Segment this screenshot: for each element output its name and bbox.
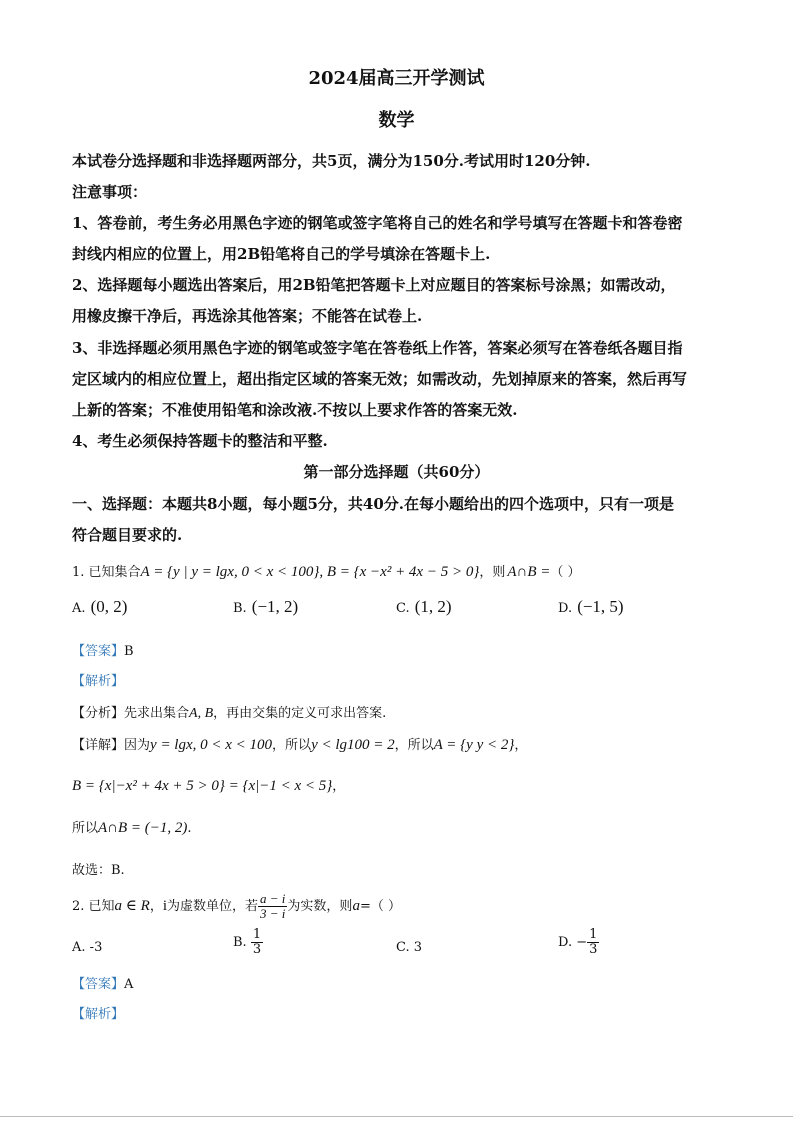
set-b-math: B = {x|−x² + 4x + 5 > 0} = {x|−1 < x < 5} [72, 778, 333, 794]
option-label: C. [396, 940, 410, 955]
fraction-numerator: 1 [589, 927, 598, 942]
option-fraction [251, 928, 263, 957]
analysis-tag: 【解析】 [72, 1007, 125, 1022]
option-fraction [587, 928, 599, 957]
notice-heading: 注意事项： [72, 183, 148, 201]
question-2-math: a ∈ R [114, 898, 150, 914]
option-label: A. [72, 940, 86, 955]
fraction-numerator: 1 [252, 927, 262, 942]
question-1 [72, 561, 581, 581]
choose-line: 故选：B. [72, 863, 125, 878]
option-label: B. [233, 601, 247, 616]
option-a [72, 597, 127, 617]
detail-text: ，所以 [394, 738, 434, 753]
fenxi-tag: 【分析】 [72, 706, 125, 721]
q2-option-d [558, 928, 599, 957]
option-sign: − [576, 935, 588, 950]
page-bottom-divider [0, 1116, 793, 1117]
set-b-tail: ， [332, 779, 346, 794]
option-value: -3 [89, 940, 103, 955]
option-c [396, 597, 452, 617]
fraction-denominator: 3 − i [260, 906, 286, 921]
option-label: D. [558, 935, 573, 950]
option-d [558, 597, 624, 617]
answer-tag: 【答案】 [72, 644, 125, 659]
question-1-sets: A = {y | y = lgx, 0 < x < 100}, B = {x −x² + 4x − 5 > 0} [140, 564, 480, 580]
section-heading: 符合题目要求的. [72, 526, 183, 544]
detail-math: y < lg100 = 2 [311, 737, 395, 753]
fraction-denominator: 3 [589, 942, 598, 957]
question-1-mid: ，则 [479, 565, 506, 580]
question-2-text: =（ ） [359, 899, 401, 914]
answer-value: A [124, 977, 134, 992]
notice-line: 定区域内的相应位置上，超出指定区域的答案无效；如需改动，先划掉原来的答案，然后再写 [72, 370, 688, 388]
page-title: 2024届高三开学测试 [308, 68, 485, 89]
notice-line: 4、考生必须保持答题卡的整洁和平整. [72, 432, 328, 450]
option-label: C. [396, 601, 410, 616]
intro-text: 本试卷分选择题和非选择题两部分，共5页，满分为150分.考试用时120分钟. [72, 152, 591, 170]
fraction-numerator: a − i [260, 891, 286, 906]
option-value: (−1, 2) [251, 597, 299, 616]
conclusion-text: . [187, 821, 192, 836]
option-b [233, 597, 298, 617]
conclusion-text: 所以 [72, 821, 99, 836]
analysis-tag: 【解析】 [72, 674, 125, 689]
notice-line: 3、非选择题必须用黑色字迹的钢笔或签字笔在答卷纸上作答，答案必须写在答卷纸各题目指 [72, 339, 683, 357]
option-value: (−1, 5) [577, 597, 624, 616]
answer-2 [72, 973, 133, 992]
fraction-denominator: 3 [252, 942, 262, 957]
option-label: B. [233, 935, 247, 950]
question-1-expr: A∩B = [507, 564, 551, 580]
imaginary-unit: i [162, 898, 168, 914]
section-heading: 一、选择题：本题共8小题，每小题5分，共40分.在每小题给出的四个选项中，只有一项是 [72, 495, 674, 513]
detail-text: 因为 [124, 738, 151, 753]
option-label: D. [558, 601, 573, 616]
detail-line [72, 734, 527, 754]
answer-1 [72, 640, 134, 659]
question-2 [72, 892, 401, 921]
notice-line: 用橡皮擦干净后，再选涂其他答案；不能答在试卷上. [72, 307, 423, 325]
notice-line: 2、选择题每小题选出答案后，用2B铅笔把答题卡上对应题目的答案标号涂黑；如需改动， [72, 276, 676, 294]
set-b-line [72, 775, 345, 795]
conclusion-math: A∩B = (−1, 2) [98, 820, 188, 836]
question-2-fraction [258, 892, 287, 921]
notice-line: 上新的答案；不准使用铅笔和涂改液.不按以上要求作答的答案无效. [72, 401, 518, 419]
answer-value: B [124, 644, 134, 659]
conclusion-line [72, 817, 192, 837]
option-value: (1, 2) [414, 597, 452, 616]
q2-option-b [233, 928, 263, 957]
notice-line: 1、答卷前，考生务必用黑色字迹的钢笔或签字笔将自己的姓名和学号填写在答题卡和答卷密 [72, 214, 683, 232]
question-2-text: ， [149, 899, 163, 914]
option-label: A. [72, 601, 86, 616]
question-1-blank: （ ） [550, 565, 581, 580]
part-heading: 第一部分选择题（共60分） [303, 463, 490, 481]
detail-tag: 【详解】 [72, 738, 125, 753]
fenxi-text: 先求出集合 [124, 706, 190, 721]
option-value: 3 [413, 940, 423, 955]
detail-math: A = {y y < 2} [433, 737, 515, 753]
option-value: (0, 2) [90, 597, 128, 616]
fenxi-line [72, 702, 386, 722]
detail-text: ，所以 [272, 738, 312, 753]
subject-title: 数学 [378, 110, 415, 131]
question-2-math: a [352, 898, 360, 914]
answer-tag: 【答案】 [72, 977, 125, 992]
question-2-text: 为虚数单位，若 [167, 899, 259, 914]
question-2-prefix: 2. 已知 [72, 899, 115, 914]
fenxi-text: ，再由交集的定义可求出答案. [213, 706, 387, 721]
notice-line: 封线内相应的位置上，用2B铅笔将自己的学号填涂在答题卡上. [72, 245, 491, 263]
detail-text: ， [514, 738, 528, 753]
q2-option-a [72, 940, 102, 955]
q2-option-c [396, 940, 422, 955]
fenxi-sets: A, B [189, 706, 214, 721]
detail-math: y = lgx, 0 < x < 100 [150, 737, 273, 753]
question-1-prefix: 1. 已知集合 [72, 565, 141, 580]
question-2-text: 为实数，则 [287, 899, 353, 914]
